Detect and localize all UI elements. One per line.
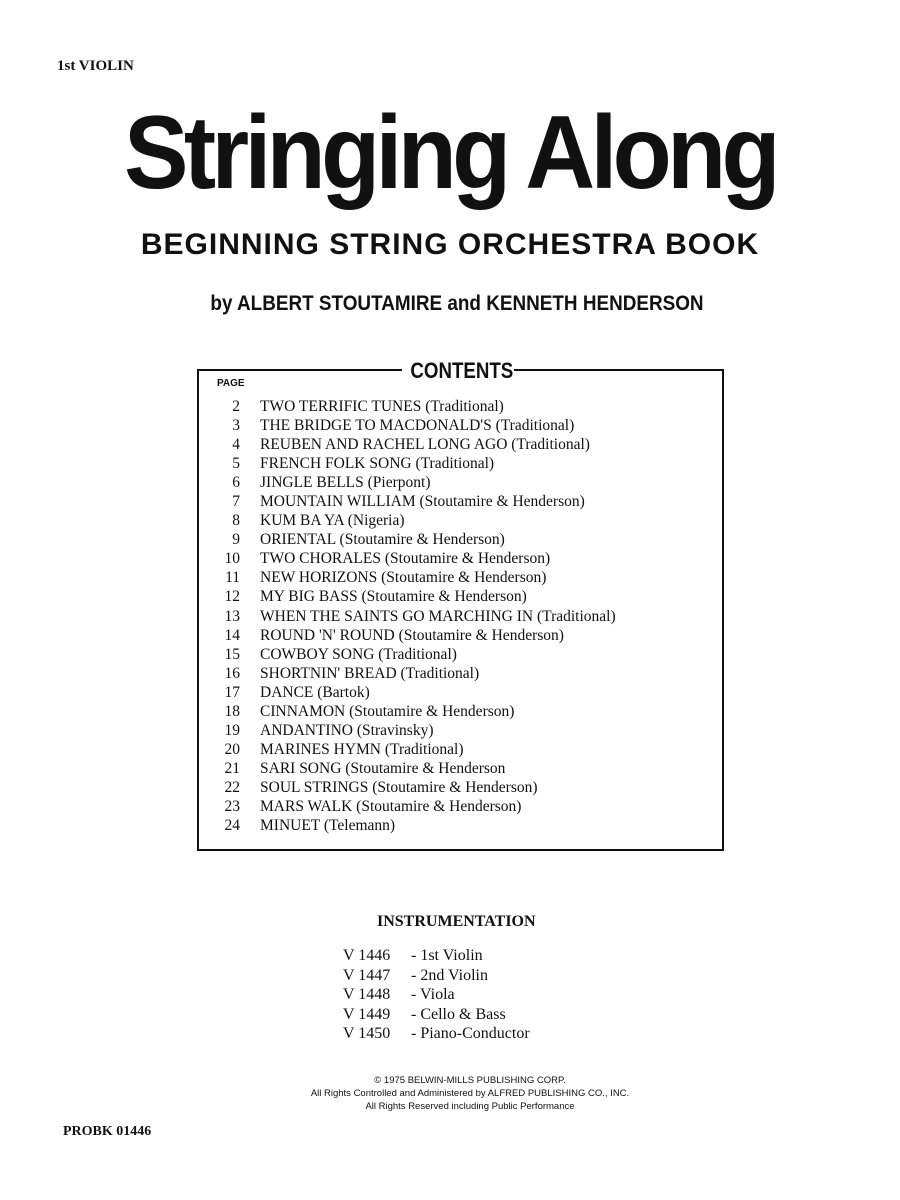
page-column-label: PAGE bbox=[217, 378, 245, 389]
entry-page-number: 17 bbox=[224, 683, 240, 701]
contents-entry bbox=[209, 492, 719, 511]
entry-page-number: 9 bbox=[232, 531, 240, 549]
entry-title: REUBEN AND RACHEL LONG AGO (Traditional) bbox=[260, 436, 590, 454]
instrument-code: V 1447 bbox=[343, 966, 391, 984]
entry-page-number: 22 bbox=[224, 778, 240, 796]
entry-title: TWO CHORALES (Stoutamire & Henderson) bbox=[260, 550, 551, 568]
instrument-part: - 1st Violin bbox=[411, 947, 483, 964]
entry-page-number: 11 bbox=[225, 569, 240, 587]
entry-page-number: 14 bbox=[224, 626, 240, 644]
entry-page-number: 5 bbox=[232, 455, 240, 473]
copyright-line-2: All Rights Controlled and Administered by ALFRED PUBLISHING CO., INC. bbox=[310, 1088, 630, 1099]
book-subtitle: BEGINNING STRING ORCHESTRA BOOK bbox=[140, 228, 760, 261]
contents-list bbox=[209, 397, 719, 835]
entry-page-number: 21 bbox=[224, 759, 240, 777]
authors-line: by ALBERT STOUTAMIRE and KENNETH HENDERSON bbox=[210, 292, 704, 315]
book-title: Stringing Along bbox=[124, 95, 776, 211]
entry-page-number: 7 bbox=[232, 493, 240, 511]
entry-title: ORIENTAL (Stoutamire & Henderson) bbox=[260, 531, 505, 549]
instrument-part: - Piano-Conductor bbox=[411, 1025, 530, 1042]
entry-title: MOUNTAIN WILLIAM (Stoutamire & Henderson) bbox=[260, 493, 585, 511]
entry-title: SHORTNIN' BREAD (Traditional) bbox=[260, 664, 480, 682]
instrumentation-item bbox=[343, 1024, 530, 1044]
entry-page-number: 19 bbox=[224, 721, 240, 739]
entry-title: MARINES HYMN (Traditional) bbox=[260, 740, 464, 758]
entry-page-number: 6 bbox=[232, 474, 240, 492]
instrumentation-list bbox=[343, 946, 530, 1044]
copyright-line-3: All Rights Reserved including Public Performance bbox=[365, 1101, 575, 1112]
entry-title: MARS WALK (Stoutamire & Henderson) bbox=[260, 797, 522, 815]
contents-entry bbox=[209, 397, 719, 416]
entry-title: JINGLE BELLS (Pierpont) bbox=[260, 474, 431, 492]
entry-title: KUM BA YA (Nigeria) bbox=[260, 512, 405, 530]
entry-page-number: 24 bbox=[224, 817, 240, 835]
instrument-part: - Cello & Bass bbox=[411, 1005, 506, 1023]
entry-title: COWBOY SONG (Traditional) bbox=[260, 645, 457, 663]
instrumentation-item bbox=[343, 966, 530, 986]
entry-page-number: 16 bbox=[224, 664, 240, 682]
contents-entry bbox=[209, 473, 719, 492]
contents-entry bbox=[209, 816, 719, 835]
copyright-line-1: © 1975 BELWIN-MILLS PUBLISHING CORP. bbox=[374, 1075, 566, 1086]
contents-entry bbox=[209, 454, 719, 473]
contents-box bbox=[197, 369, 724, 851]
contents-entry bbox=[209, 416, 719, 435]
contents-entry bbox=[209, 702, 719, 721]
contents-entry bbox=[209, 759, 719, 778]
entry-title: DANCE (Bartok) bbox=[260, 683, 370, 701]
catalog-number: PROBK 01446 bbox=[63, 1124, 152, 1139]
contents-entry bbox=[209, 778, 719, 797]
entry-page-number: 23 bbox=[224, 797, 240, 815]
contents-entry bbox=[209, 721, 719, 740]
instrument-code: V 1449 bbox=[343, 1005, 391, 1023]
entry-title: MY BIG BASS (Stoutamire & Henderson) bbox=[260, 588, 527, 606]
contents-entry bbox=[209, 740, 719, 759]
contents-entry bbox=[209, 664, 719, 683]
entry-title: THE BRIDGE TO MACDONALD'S (Traditional) bbox=[260, 417, 575, 435]
contents-entry bbox=[209, 435, 719, 454]
contents-entry bbox=[209, 511, 719, 530]
entry-title: WHEN THE SAINTS GO MARCHING IN (Traditional) bbox=[260, 607, 616, 625]
contents-entry bbox=[209, 549, 719, 568]
contents-entry bbox=[209, 645, 719, 664]
entry-page-number: 8 bbox=[232, 512, 240, 530]
entry-page-number: 10 bbox=[224, 550, 240, 568]
entry-page-number: 3 bbox=[232, 417, 240, 435]
instrumentation-heading: INSTRUMENTATION bbox=[377, 913, 536, 930]
instrument-part: - Viola bbox=[411, 986, 455, 1003]
contents-entry bbox=[209, 607, 719, 626]
contents-entry bbox=[209, 530, 719, 549]
entry-page-number: 13 bbox=[224, 607, 240, 625]
entry-page-number: 18 bbox=[224, 702, 240, 720]
entry-page-number: 4 bbox=[232, 436, 240, 454]
instrumentation-item bbox=[343, 1005, 530, 1025]
entry-page-number: 20 bbox=[224, 740, 240, 758]
entry-page-number: 12 bbox=[224, 588, 240, 606]
instrumentation-item bbox=[343, 946, 530, 966]
contents-entry bbox=[209, 587, 719, 606]
entry-title: SOUL STRINGS (Stoutamire & Henderson) bbox=[260, 778, 538, 796]
entry-title: SARI SONG (Stoutamire & Henderson bbox=[260, 759, 506, 777]
instrument-part: - 2nd Violin bbox=[411, 966, 488, 984]
part-label: 1st VIOLIN bbox=[57, 58, 134, 74]
copyright-notice bbox=[200, 1074, 740, 1113]
contents-entry bbox=[209, 568, 719, 587]
entry-page-number: 2 bbox=[232, 398, 240, 415]
entry-title: ROUND 'N' ROUND (Stoutamire & Henderson) bbox=[260, 626, 564, 644]
contents-heading: CONTENTS bbox=[410, 358, 514, 383]
contents-entry bbox=[209, 626, 719, 645]
entry-page-number: 15 bbox=[224, 645, 240, 663]
instrument-code: V 1448 bbox=[343, 986, 391, 1003]
entry-title: MINUET (Telemann) bbox=[260, 817, 396, 835]
entry-title: CINNAMON (Stoutamire & Henderson) bbox=[260, 702, 515, 720]
instrument-code: V 1450 bbox=[343, 1025, 391, 1042]
instrumentation-item bbox=[343, 985, 530, 1005]
entry-title: ANDANTINO (Stravinsky) bbox=[260, 721, 434, 739]
instrument-code: V 1446 bbox=[343, 947, 391, 964]
contents-entry bbox=[209, 683, 719, 702]
contents-entry bbox=[209, 797, 719, 816]
entry-title: NEW HORIZONS (Stoutamire & Henderson) bbox=[260, 569, 547, 587]
entry-title: FRENCH FOLK SONG (Traditional) bbox=[260, 455, 495, 473]
entry-title: TWO TERRIFIC TUNES (Traditional) bbox=[260, 398, 504, 415]
